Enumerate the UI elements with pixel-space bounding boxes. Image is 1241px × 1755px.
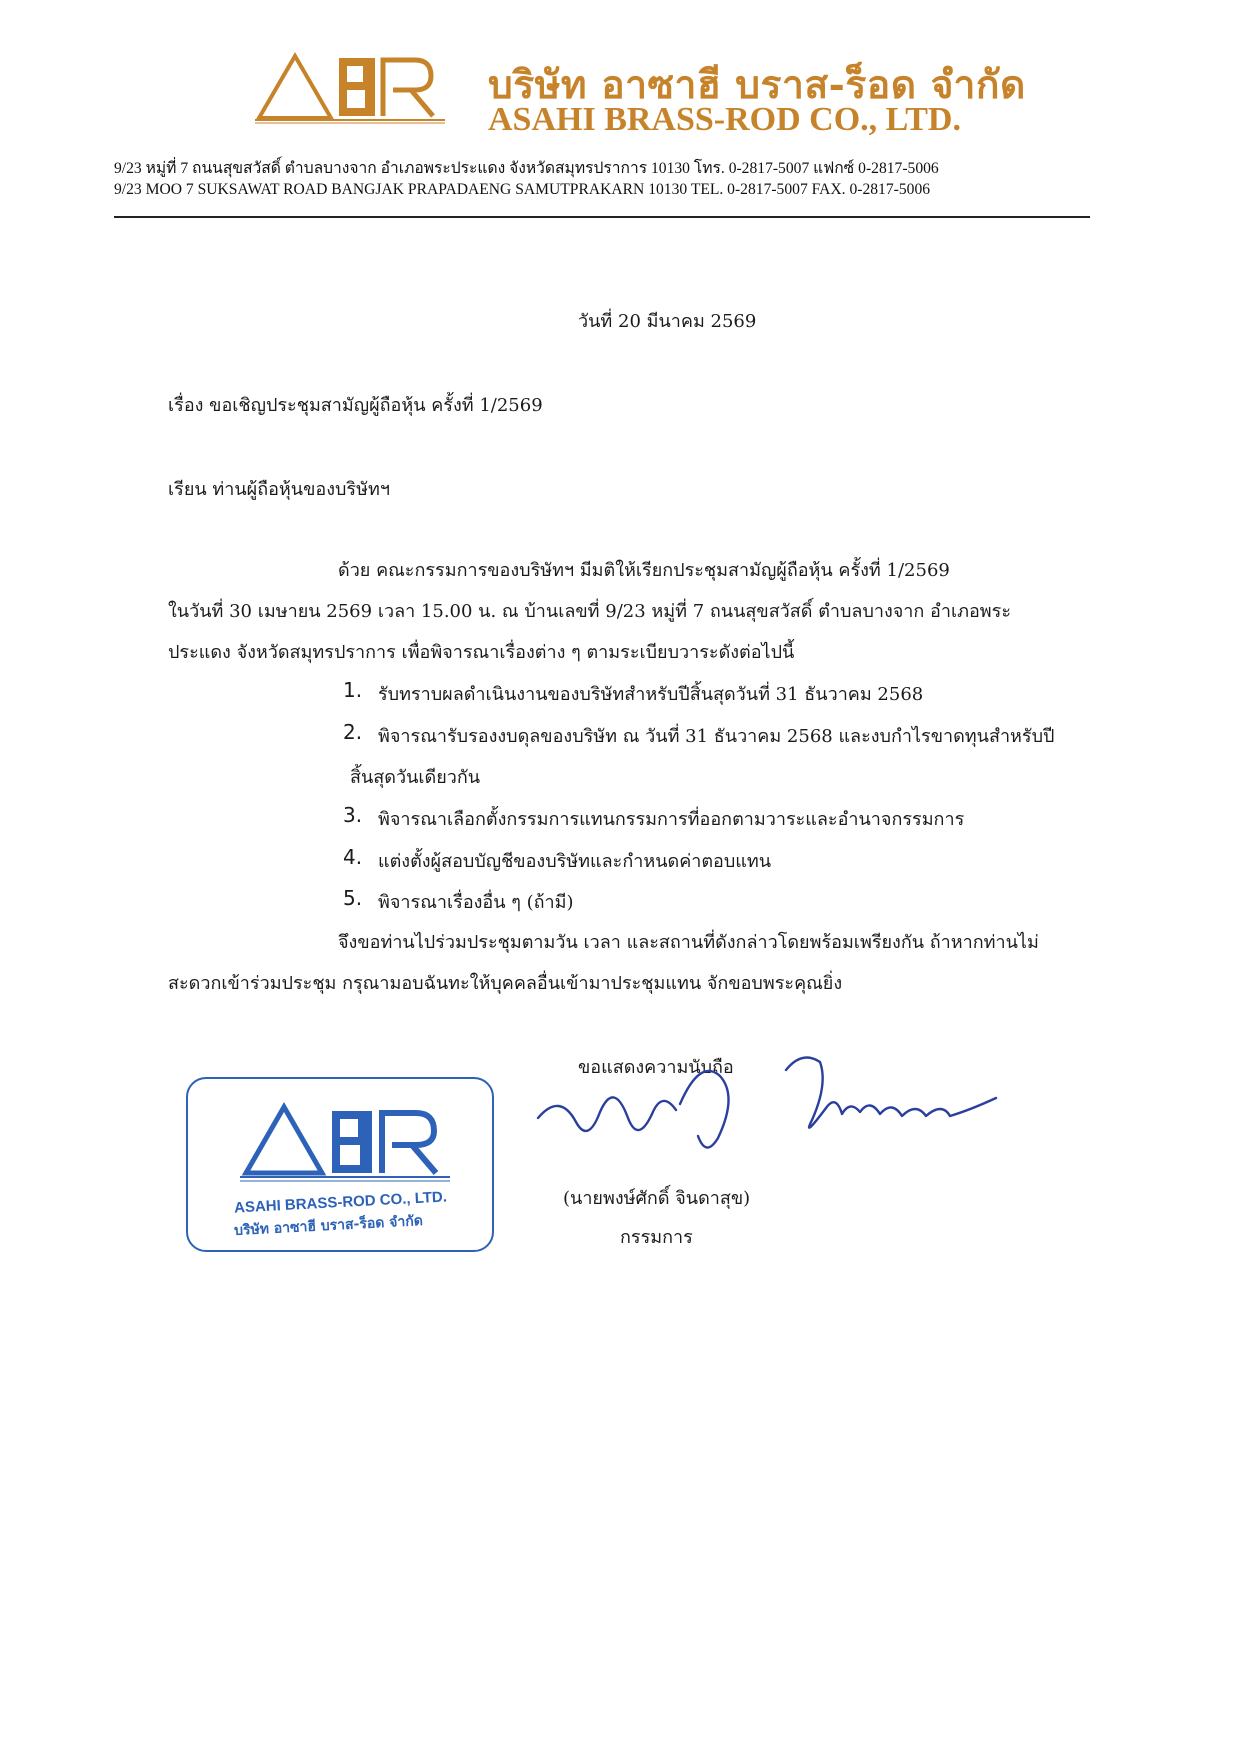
company-stamp [186,1077,494,1252]
stamp-company-thai: บริษัท อาซาฮี บราส-ร็อด จำกัด [233,1213,424,1239]
agenda-number: 2. [343,720,363,744]
intro-line-2: ในวันที่ 30 เมษายน 2569 เวลา 15.00 น. ณ บ้านเลขที่ 9/23 หมู่ที่ 7 ถนนสุขสวัสดิ์ ตำบลบางจาก อำเภอพระ [168,601,1011,622]
agenda-number: 3. [343,803,363,827]
address-english: 9/23 MOO 7 SUKSAWAT ROAD BANGJAK PRAPADAENG SAMUTPRAKARN 10130 TEL. 0-2817-5007 FAX. 0-2817-5006 [114,181,931,198]
closing-regards: ขอแสดงความนับถือ [578,1057,734,1078]
stamp-logo [240,1101,450,1183]
letter-date: วันที่ 20 มีนาคม 2569 [578,311,757,332]
letter-salutation: เรียน ท่านผู้ถือหุ้นของบริษัทฯ [168,479,390,500]
closing-line-1: จึงขอท่านไปร่วมประชุมตามวัน เวลา และสถานที่ดังกล่าวโดยพร้อมเพรียงกัน ถ้าหากท่านไม่ [338,932,1039,953]
agenda-item-text: แต่งตั้งผู้สอบบัญชีของบริษัทและกำหนดค่าตอบแทน [378,851,772,872]
stamp-company-english: ASAHI BRASS-ROD CO., LTD. [233,1188,448,1217]
company-name-english: ASAHI BRASS-ROD CO., LTD. [488,101,961,138]
letterhead-divider [114,216,1090,218]
closing-line-2: สะดวกเข้าร่วมประชุม กรุณามอบฉันทะให้บุคคลอื่นเข้ามาประชุมแทน จักขอบพระคุณยิ่ง [168,973,843,994]
agenda-number: 1. [343,678,363,702]
signatory-position: กรรมการ [620,1227,693,1248]
handwritten-signature [530,1040,1050,1160]
agenda-item-text: พิจารณารับรองงบดุลของบริษัท ณ วันที่ 31 ธันวาคม 2568 และงบกำไรขาดทุนสำหรับปี [378,726,1055,747]
agenda-number: 5. [343,886,363,910]
intro-line-3: ประแดง จังหวัดสมุทรปราการ เพื่อพิจารณาเรื่องต่าง ๆ ตามระเบียบวาระดังต่อไปนี้ [168,642,795,663]
agenda-item-text: รับทราบผลดำเนินงานของบริษัทสำหรับปีสิ้นสุดวันที่ 31 ธันวาคม 2568 [378,684,924,705]
signatory-name: (นายพงษ์ศักดิ์ จินดาสุข) [563,1188,751,1209]
agenda-number: 4. [343,845,363,869]
address-thai: 9/23 หมู่ที่ 7 ถนนสุขสวัสดิ์ ตำบลบางจาก อำเภอพระประแดง จังหวัดสมุทรปราการ 10130 โทร. 0-2817-5007 แฟกซ์ 0-2817-5006 [114,160,939,177]
company-logo [255,50,445,124]
agenda-item-text: พิจารณาเรื่องอื่น ๆ (ถ้ามี) [378,892,574,913]
agenda-item-text-continued: สิ้นสุดวันเดียวกัน [350,767,481,788]
company-name-thai: บริษัท อาซาฮี บราส-ร็อด จำกัด [488,62,1026,108]
agenda-item-text: พิจารณาเลือกตั้งกรรมการแทนกรรมการที่ออกตามวาระและอำนาจกรรมการ [378,809,965,830]
letter-subject: เรื่อง ขอเชิญประชุมสามัญผู้ถือหุ้น ครั้งที่ 1/2569 [168,395,543,416]
intro-line-1: ด้วย คณะกรรมการของบริษัทฯ มีมติให้เรียกประชุมสามัญผู้ถือหุ้น ครั้งที่ 1/2569 [338,560,950,581]
